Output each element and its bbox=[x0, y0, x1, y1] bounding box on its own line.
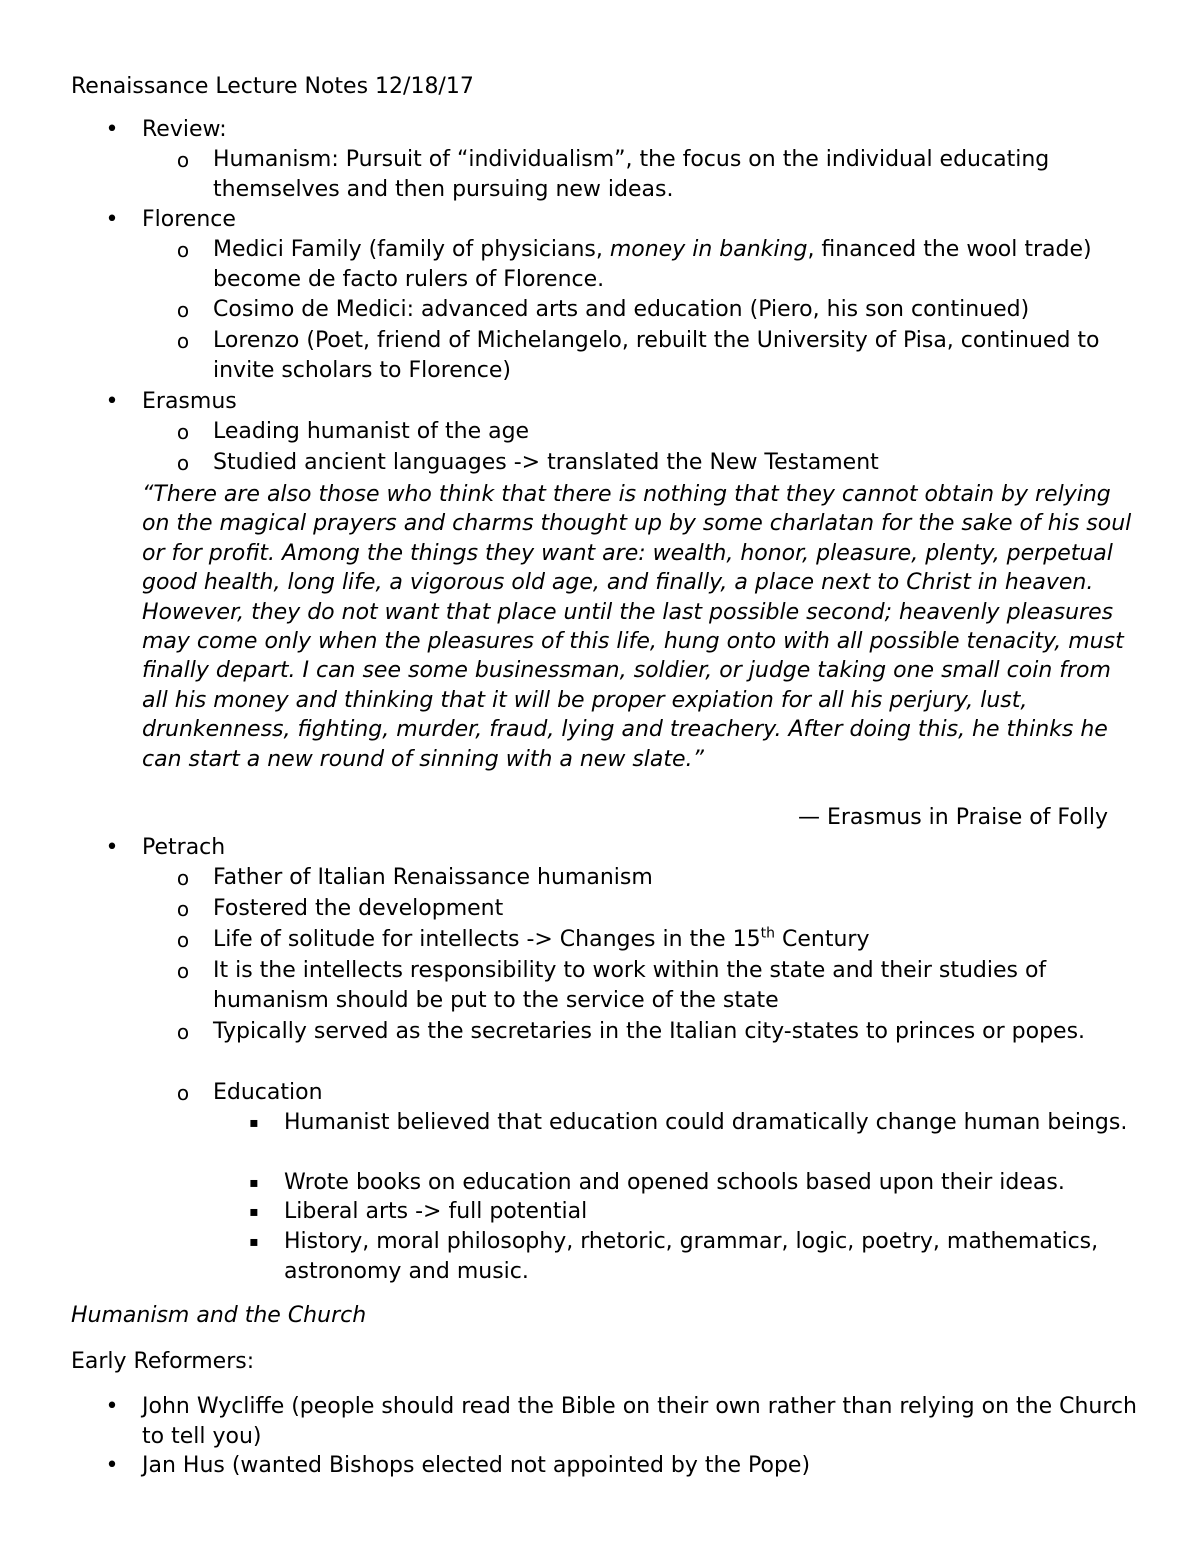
sub-bullet-marker: o bbox=[176, 897, 190, 921]
sub-item-responsibility: It is the intellects responsibility to work within the state and their studies of humanism should be put to the service of the state bbox=[213, 958, 1047, 1013]
bullet-marker: • bbox=[105, 207, 119, 232]
education-item: Humanist believed that education could dramatically change human beings. bbox=[284, 1110, 1128, 1135]
list-item-hus: Jan Hus (wanted Bishops elected not appointed by the Pope) bbox=[142, 1453, 811, 1478]
bullet-marker: • bbox=[105, 1394, 119, 1419]
list-item-florence: Florence bbox=[142, 207, 236, 232]
sub-item-fostered: Fostered the development bbox=[213, 896, 504, 921]
education-item: History, moral philosophy, rhetoric, grammar, logic, poetry, mathematics, astronomy and music. bbox=[284, 1229, 1099, 1284]
ordinal-suffix: th bbox=[760, 925, 776, 942]
sub-bullet-marker: o bbox=[176, 298, 190, 322]
sub-bullet-marker: o bbox=[176, 148, 190, 172]
education-item: Liberal arts -> full potential bbox=[284, 1199, 588, 1224]
medici-text: Medici Family (family of physicians, bbox=[213, 237, 610, 262]
bullet-marker: • bbox=[105, 1453, 119, 1478]
sub-bullet-marker: o bbox=[176, 959, 190, 983]
list-item-petrach: Petrach bbox=[142, 835, 226, 860]
sub-sub-bullet-marker: ▪ bbox=[249, 1115, 259, 1131]
section-heading-church: Humanism and the Church bbox=[71, 1303, 367, 1328]
list-item-wycliffe: John Wycliffe (people should read the Bible on their own rather than relying on the Church to tell you) bbox=[142, 1394, 1137, 1449]
sub-bullet-marker: o bbox=[176, 928, 190, 952]
sub-item-leading-humanist: Leading humanist of the age bbox=[213, 419, 530, 444]
list-item-erasmus: Erasmus bbox=[142, 389, 237, 414]
solitude-text-end: Century bbox=[775, 927, 870, 952]
sub-bullet-marker: o bbox=[176, 329, 190, 353]
page-title: Renaissance Lecture Notes 12/18/17 bbox=[71, 74, 474, 99]
sub-bullet-marker: o bbox=[176, 238, 190, 262]
sub-sub-bullet-marker: ▪ bbox=[249, 1204, 259, 1220]
sub-bullet-marker: o bbox=[176, 866, 190, 890]
education-item: Wrote books on education and opened schools based upon their ideas. bbox=[284, 1170, 1065, 1195]
bullet-marker: • bbox=[105, 389, 119, 414]
sub-sub-bullet-marker: ▪ bbox=[249, 1175, 259, 1191]
medici-text-end: , financed the wool trade) become de facto rulers of Florence. bbox=[213, 237, 1092, 292]
sub-bullet-marker: o bbox=[176, 420, 190, 444]
sub-bullet-marker: o bbox=[176, 451, 190, 475]
sub-item-ancient-languages: Studied ancient languages -> translated the New Testament bbox=[213, 450, 879, 475]
erasmus-quote: “There are also those who think that there is nothing that they cannot obtain by relying on the magical prayers and charms thought up by some charlatan for the sake of his soul or for profit. Among the things they want are: wealth, honor, pleasure, plenty, perpetual good health, long life, a vigorous old age, and finally, a place next to Christ in heaven. However, they do not want that place until the last possible second; heavenly pleasures may come only when the pleasures of this life, hung onto with all possible tenacity, must finally depart. I can see some businessman, soldier, or judge taking one small coin from all his money and thinking that it will be proper expiation for all his perjury, lust, drunkenness, fighting, murder, fraud, lying and treachery. After doing this, he thinks he can start a new round of sinning with a new slate.” bbox=[142, 482, 1132, 772]
sub-bullet-marker: o bbox=[176, 1081, 190, 1105]
sub-item-father: Father of Italian Renaissance humanism bbox=[213, 865, 653, 890]
sub-item-education: Education bbox=[213, 1080, 323, 1105]
sub-item-solitude bbox=[213, 925, 1143, 955]
solitude-text: Life of solitude for intellects -> Changes in the 15 bbox=[213, 927, 761, 952]
list-item-review: Review: bbox=[142, 117, 227, 142]
sub-item-medici bbox=[213, 235, 1143, 295]
medici-italic-text: money in banking bbox=[609, 237, 808, 262]
sub-item-lorenzo: Lorenzo (Poet, friend of Michelangelo, rebuilt the University of Pisa, continued to invite scholars to Florence) bbox=[213, 328, 1100, 383]
quote-attribution: — Erasmus in Praise of Folly bbox=[797, 805, 1108, 830]
sub-bullet-marker: o bbox=[176, 1020, 190, 1044]
sub-sub-bullet-marker: ▪ bbox=[249, 1234, 259, 1250]
sub-item-humanism: Humanism: Pursuit of “individualism”, the focus on the individual educating themselves and then pursuing new ideas. bbox=[213, 147, 1050, 202]
sub-item-cosimo: Cosimo de Medici: advanced arts and education (Piero, his son continued) bbox=[213, 297, 1030, 322]
bullet-marker: • bbox=[105, 117, 119, 142]
bullet-marker: • bbox=[105, 835, 119, 860]
section-heading-reformers: Early Reformers: bbox=[71, 1349, 255, 1374]
sub-item-secretaries: Typically served as the secretaries in the Italian city-states to princes or popes. bbox=[213, 1019, 1086, 1044]
